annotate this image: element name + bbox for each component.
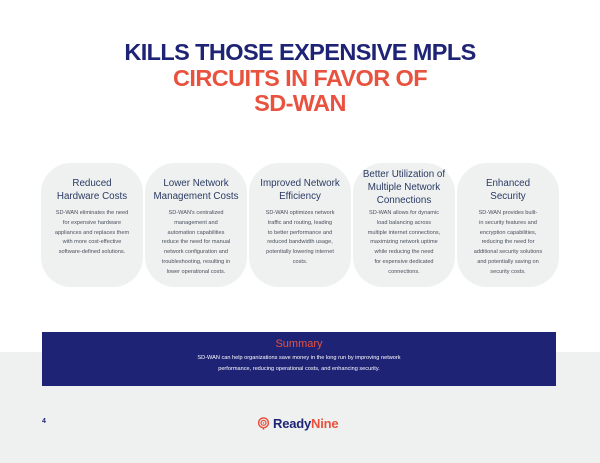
summary-title: Summary [275, 338, 323, 350]
readynine-logo-icon [257, 417, 270, 430]
benefit-cards [41, 163, 559, 287]
readynine-logo [257, 414, 338, 432]
summary-box [42, 332, 556, 386]
card-body: SD-WAN's centralized management and automation capabilities reduce the need for manual network configuration and troubleshooting, resulting in lower operational costs. [161, 210, 231, 275]
card-body: SD-WAN provides built- in security features and encryption capabilities, reducing the need for additional security solutions and potentially saving on security costs. [473, 210, 543, 275]
card-body: SD-WAN eliminates the need for expensive hardware appliances and replaces them with more cost-effective software-defined solutions. [54, 210, 130, 256]
card-title: Lower Network Management Costs [153, 178, 239, 202]
card-body: SD-WAN allows for dynamic load balancing across multiple internet connections, maximizing network uptime while reducing the need for expensive dedicated connections. [367, 210, 441, 275]
card-title: Reduced Hardware Costs [56, 178, 128, 202]
title-line-3: SD-WAN [254, 90, 346, 116]
logo-wordmark-ready: Ready [273, 415, 312, 431]
card-reduced-hardware-costs [41, 163, 143, 287]
card-title: Better Utilization of Multiple Network Connections [362, 169, 446, 206]
card-title: Enhanced Security [485, 178, 531, 202]
page-title [0, 40, 600, 117]
card-title: Improved Network Efficiency [260, 178, 340, 202]
title-line-1: KILLS THOSE EXPENSIVE MPLS [124, 39, 476, 65]
summary-text: SD-WAN can help organizations save money in the long run by improving network performance, reducing operational costs, and enhancing security. [197, 355, 401, 372]
card-lower-network-management-costs [145, 163, 247, 287]
page-number: 4 [42, 418, 46, 425]
logo-wordmark-nine: Nine [311, 415, 339, 431]
card-enhanced-security [457, 163, 559, 287]
card-improved-network-efficiency [249, 163, 351, 287]
title-line-2: CIRCUITS IN FAVOR OF [173, 64, 427, 91]
logo-wordmark [273, 416, 338, 431]
card-body: SD-WAN optimizes network traffic and routing, leading to better performance and reduced bandwidth usage, potentially lowering internet costs. [265, 210, 335, 265]
card-better-utilization [353, 163, 455, 287]
